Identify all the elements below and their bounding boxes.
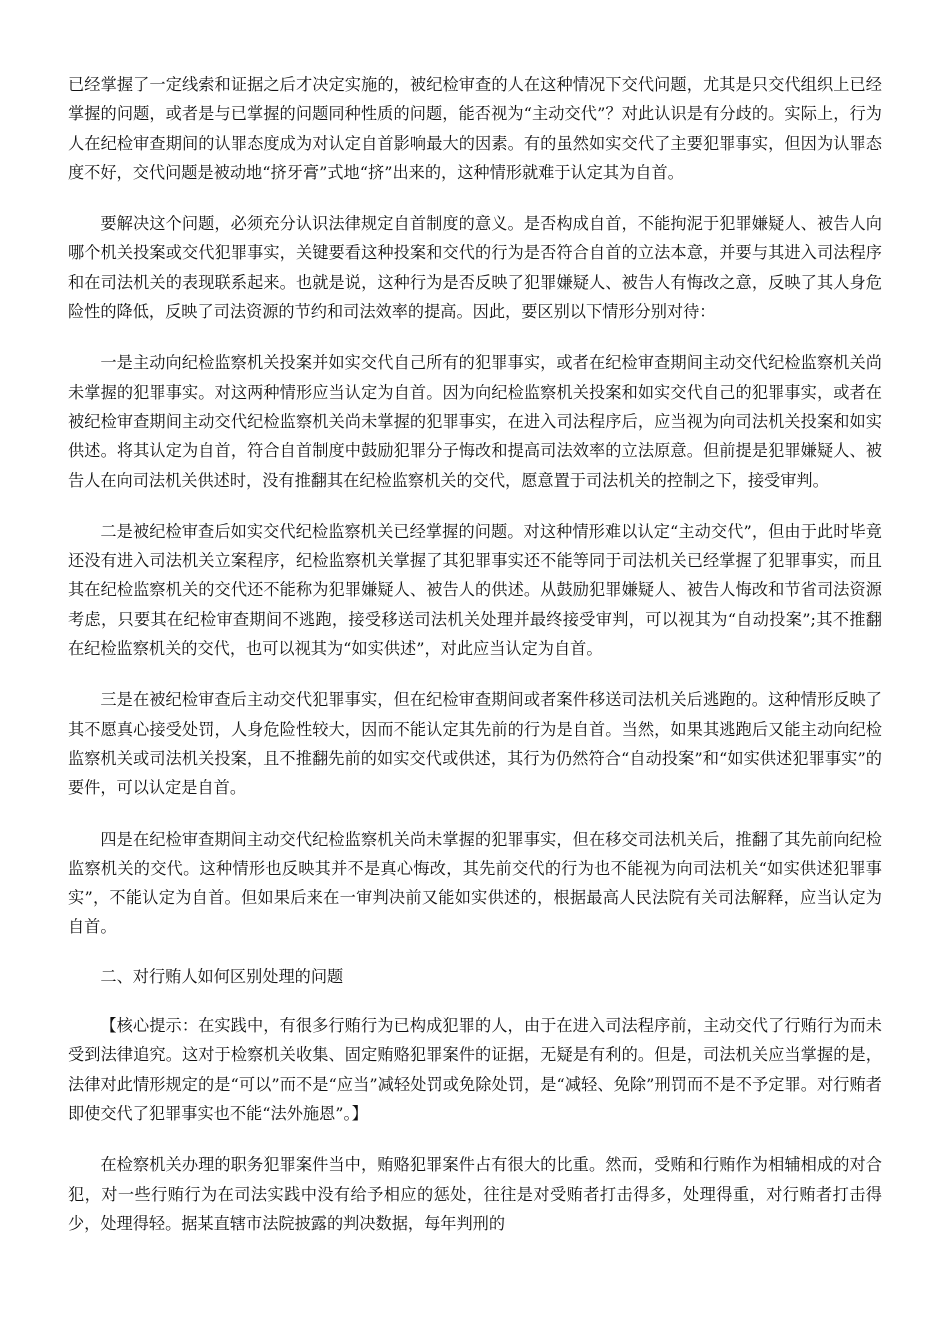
paragraph-continuation: 已经掌握了一定线索和证据之后才决定实施的，被纪检审查的人在这种情况下交代问题，尤其是只交代组织上已经掌握的问题，或者是与已掌握的问题同种性质的问题，能否视为“主动交代”？对此认识是有分歧的。实际上，行为人在纪检审查期间的认罪态度成为对认定自首影响最大的因素。有的虽然如实交代了主要犯罪事实，但因为认罪态度不好，交代问题是被动地“挤牙膏”式地“挤”出来的，这种情形就难于认定其为自首。 — [68, 75, 882, 182]
paragraph-gap — [68, 187, 882, 209]
paragraph-bribery-cases: 在检察机关办理的职务犯罪案件当中，贿赂犯罪案件占有很大的比重。然而，受贿和行贿作为相辅相成的对合犯，对一些行贿行为在司法实践中没有给予相应的惩处，往往是对受贿者打击得多，处理得重，对行贿者打击得少，处理得轻。据某直辖市法院披露的判决数据，每年判刑的 — [68, 1155, 882, 1233]
section-heading: 二、对行贿人如何区别处理的问题 — [100, 966, 344, 986]
paragraph-self-surrender-meaning: 要解决这个问题，必须充分认识法律规定自首制度的意义。是否构成自首，不能拘泥于犯罪嫌疑人、被告人向哪个机关投案或交代犯罪事实，关键要看这种投案和交代的行为是否符合自首的立法本意，并要与其进入司法程序和在司法机关的表现联系起来。也就是说，这种行为是否反映了犯罪嫌疑人、被告人有悔改之意，反映了其人身危险性的降低，反映了司法资源的节约和司法效率的提高。因此，要区别以下情形分别对待： — [68, 214, 882, 322]
paragraph-gap — [68, 326, 882, 348]
paragraph-gap — [68, 803, 882, 825]
paragraph-case-three: 三是在被纪检审查后主动交代犯罪事实，但在纪检审查期间或者案件移送司法机关后逃跑的。这种情形反映了其不愿真心接受处罚，人身危险性较大，因而不能认定其先前的行为是自首。当然，如果其逃跑后又能主动向纪检监察机关或司法机关投案，且不推翻先前的如实交代或供述，其行为仍然符合“自动投案”和“如实供述犯罪事实”的要件，可以认定是自首。 — [68, 690, 882, 798]
paragraph-gap — [68, 991, 882, 1011]
paragraph-gap — [68, 663, 882, 685]
document-page — [68, 70, 882, 1238]
paragraph-gap — [68, 495, 882, 517]
paragraph-gap — [68, 942, 882, 962]
paragraph-gap — [68, 1128, 882, 1150]
paragraph-case-two: 二是被纪检审查后如实交代纪检监察机关已经掌握的问题。对这种情形难以认定“主动交代”，但由于此时毕竟还没有进入司法机关立案程序，纪检监察机关掌握了其犯罪事实还不能等同于司法机关已经掌握了犯罪事实，而且其在纪检监察机关的交代还不能称为犯罪嫌疑人、被告人的供述。从鼓励犯罪嫌疑人、被告人悔改和节省司法资源考虑，只要其在纪检审查期间不逃跑，接受移送司法机关处理并最终接受审判，可以视其为“自动投案”;其不推翻在纪检监察机关的交代，也可以视其为“如实供述”，对此应当认定为自首。 — [68, 521, 882, 659]
paragraph-case-one: 一是主动向纪检监察机关投案并如实交代自己所有的犯罪事实，或者在纪检审查期间主动交代纪检监察机关尚未掌握的犯罪事实。对这两种情形应当认定为自首。因为向纪检监察机关投案和如实交代自己的犯罪事实，或者在被纪检审查期间主动交代纪检监察机关尚未掌握的犯罪事实，在进入司法程序后，应当视为向司法机关投案和如实供述。将其认定为自首，符合自首制度中鼓励犯罪分子悔改和提高司法效率的立法原意。但前提是犯罪嫌疑人、被告人在向司法机关供述时，没有推翻其在纪检监察机关的交代，愿意置于司法机关的控制之下，接受审判。 — [68, 353, 882, 490]
paragraph-case-four: 四是在纪检审查期间主动交代纪检监察机关尚未掌握的犯罪事实，但在移交司法机关后，推翻了其先前向纪检监察机关的交代。这种情形也反映其并不是真心悔改，其先前交代的行为也不能视为向司法机关“如实供述犯罪事实”，不能认定为自首。但如果后来在一审判决前又能如实供述的，根据最高人民法院有关司法解释，应当认定为自首。 — [68, 829, 882, 937]
core-tip-paragraph: 【核心提示：在实践中，有很多行贿行为已构成犯罪的人，由于在进入司法程序前，主动交代了行贿行为而未受到法律追究。这对于检察机关收集、固定贿赂犯罪案件的证据，无疑是有利的。但是，司法机关应当掌握的是，法律对此情形规定的是“可以”而不是“应当”减轻处罚或免除处罚，是“减轻、免除”刑罚而不是不予定罪。对行贿者即使交代了犯罪事实也不能“法外施恩”。】 — [68, 1016, 882, 1123]
